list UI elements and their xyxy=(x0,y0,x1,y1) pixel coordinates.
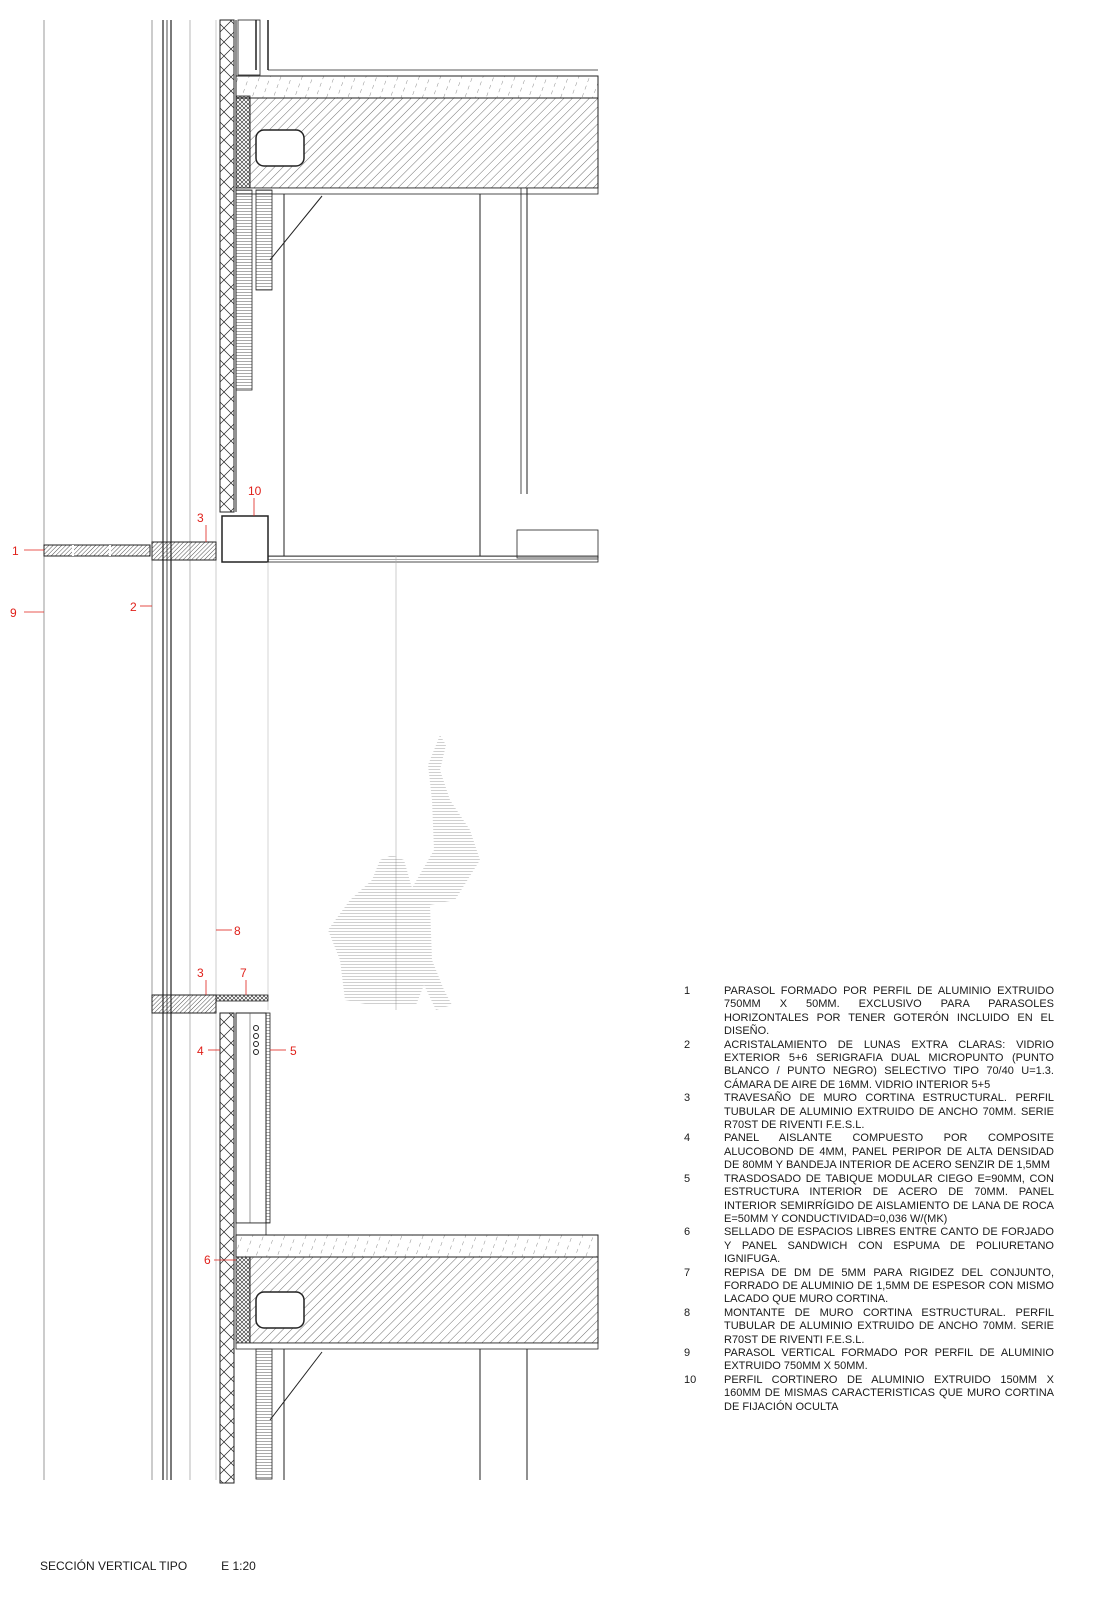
legend-number: 5 xyxy=(684,1172,691,1185)
top-ceiling-detail xyxy=(238,20,598,75)
legend-text: TRASDOSADO DE TABIQUE MODULAR CIEGO E=90MM, CON ESTRUCTURA INTERIOR DE ACERO DE 70MM. PANEL INTERIOR SEMIRRÍGIDO DE AISLAMIENTO DE LANA DE ROCA E=50MM Y CONDUCTIVIDAD=0,036 W/(MK) xyxy=(724,1172,1054,1225)
curtain-rail-profile xyxy=(222,516,268,562)
legend-number: 8 xyxy=(684,1306,691,1319)
caption-title: SECCIÓN VERTICAL TIPO xyxy=(40,1559,188,1573)
drawing-caption xyxy=(40,1559,256,1573)
legend-item xyxy=(684,1347,1054,1374)
callout-4: 4 xyxy=(197,1044,204,1058)
suspended-ceiling-upper xyxy=(236,188,598,562)
legend-item xyxy=(684,1307,1054,1347)
caption-scale: E 1:20 xyxy=(221,1559,256,1573)
legend-item xyxy=(684,1226,1054,1266)
legend-number: 2 xyxy=(684,1038,691,1051)
lower-floor-slab xyxy=(236,1235,598,1480)
legend-item xyxy=(684,1092,1054,1132)
legend-item xyxy=(684,1132,1054,1172)
callout-2: 2 xyxy=(130,600,137,614)
legend-text: MONTANTE DE MURO CORTINA ESTRUCTURAL. PERFIL TUBULAR DE ALUMINIO EXTRUIDO DE ANCHO 70MM. SERIE R70ST DE RIVENTI F.E.S.L. xyxy=(724,1306,1054,1346)
legend-item xyxy=(684,1039,1054,1093)
legend-text: REPISA DE DM DE 5MM PARA RIGIDEZ DEL CONJUNTO, FORRADO DE ALUMINIO DE 1,5MM DE ESPESOR CON MISMO LACADO QUE MURO CORTINA. xyxy=(724,1266,1054,1306)
legend xyxy=(684,985,1054,1414)
callout-1: 1 xyxy=(12,544,19,558)
legend-text: PANEL AISLANTE COMPUESTO POR COMPOSITE ALUCOBOND DE 4MM, PANEL PERIPOR DE ALTA DENSIDAD DE 80MM Y BANDEJA INTERIOR DE ACERO SENZIR DE 1,5MM xyxy=(724,1132,1054,1172)
legend-item xyxy=(684,1374,1054,1414)
legend-item xyxy=(684,1267,1054,1307)
callout-9: 9 xyxy=(10,606,17,620)
callout-7: 7 xyxy=(240,966,247,980)
legend-number: 4 xyxy=(684,1132,691,1145)
callout-3-lower: 3 xyxy=(197,966,204,980)
callout-6: 6 xyxy=(204,1253,211,1267)
callout-5: 5 xyxy=(290,1044,297,1058)
legend-item xyxy=(684,1173,1054,1227)
legend-text: PERFIL CORTINERO DE ALUMINIO EXTRUIDO 150MM X 160MM DE MISMAS CARACTERISTICAS QUE MURO CORTINA DE FIJACIÓN OCULTA xyxy=(724,1373,1054,1413)
human-figure xyxy=(328,735,480,1010)
legend-number: 6 xyxy=(684,1226,691,1239)
horizontal-sunshade xyxy=(44,542,216,560)
legend-text: PARASOL FORMADO POR PERFIL DE ALUMINIO EXTRUIDO 750MM X 50MM. EXCLUSIVO PARA PARASOLES HORIZONTALES POR TENER GOTERÓN INCLUIDO EN EL DISEÑO. xyxy=(724,985,1054,1038)
legend-text: SELLADO DE ESPACIOS LIBRES ENTRE CANTO DE FORJADO Y PANEL SANDWICH CON ESPUMA DE POLIURETANO IGNIFUGA. xyxy=(724,1226,1054,1266)
callout-3-upper: 3 xyxy=(197,511,204,525)
upper-floor-slab xyxy=(236,76,598,194)
legend-text: ACRISTALAMIENTO DE LUNAS EXTRA CLARAS: VIDRIO EXTERIOR 5+6 SERIGRAFIA DUAL MICROPUNTO (PUNTO BLANCO / PUNTO NEGRO) SELECTIVO TIPO 70/40 U=1.3. CÁMARA DE AIRE DE 16MM. VIDRIO INTERIOR 5+5 xyxy=(724,1038,1054,1091)
legend-text: TRAVESAÑO DE MURO CORTINA ESTRUCTURAL. PERFIL TUBULAR DE ALUMINIO EXTRUIDO DE ANCHO 70MM. SERIE R70ST DE RIVENTI F.E.S.L. xyxy=(724,1092,1054,1132)
legend-item xyxy=(684,985,1054,1039)
callout-8: 8 xyxy=(234,924,241,938)
legend-number: 1 xyxy=(684,985,691,997)
callout-10: 10 xyxy=(248,484,262,498)
legend-number: 3 xyxy=(684,1092,691,1105)
legend-text: PARASOL VERTICAL FORMADO POR PERFIL DE ALUMINIO EXTRUIDO 750MM X 50MM. xyxy=(724,1346,1054,1373)
legend-number: 9 xyxy=(684,1346,691,1359)
lower-transom xyxy=(152,995,268,1013)
legend-number: 7 xyxy=(684,1266,691,1279)
legend-number: 10 xyxy=(684,1373,697,1386)
